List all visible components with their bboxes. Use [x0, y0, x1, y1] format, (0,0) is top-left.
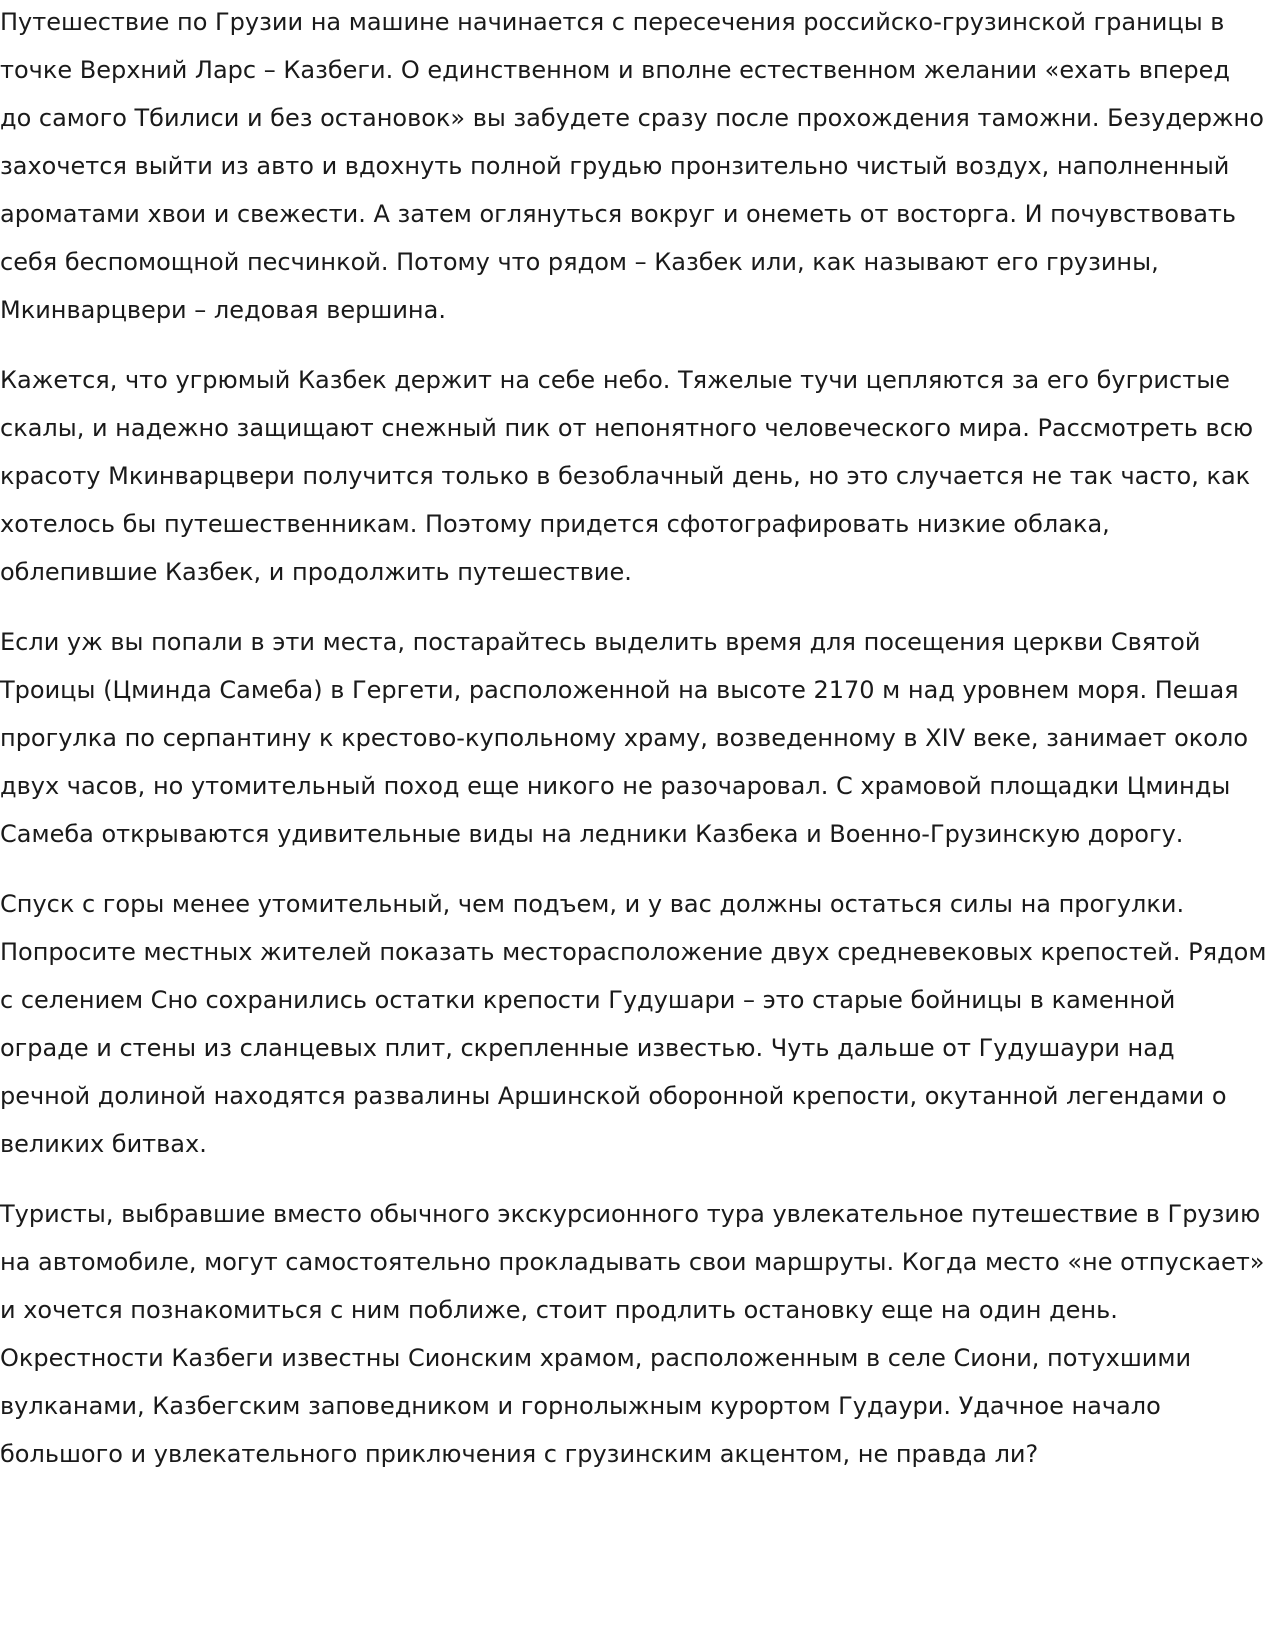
paragraph-kazbek-sky: Кажется, что угрюмый Казбек держит на себе небо. Тяжелые тучи цепляются за его бугристые скалы, и надежно защищают снежный пик от непонятного человеческого мира. Рассмотреть всю красоту Мкинварцвери получится только в безоблачный день, но это случается не так часто, как хотелось бы путешественникам. Поэтому придется сфотографировать низкие облака, облепившие Казбек, и продолжить путешествие.: [0, 366, 1254, 586]
paragraph-fortresses: Спуск с горы менее утомительный, чем подъем, и у вас должны остаться силы на прогулки. Попросите местных жителей показать месторасположение двух средневековых крепостей. Рядом с селением Сно сохранились остатки крепости Гудушари – это старые бойницы в каменной ограде и стены из сланцевых плит, скрепленные известью. Чуть дальше от Гудушаури над речной долиной находятся развалины Аршинской оборонной крепости, окутанной легендами о великих битвах.: [0, 890, 1267, 1158]
paragraph-car-travel: Туристы, выбравшие вместо обычного экскурсионного тура увлекательное путешествие в Грузию на автомобиле, могут самостоятельно прокладывать свои маршруты. Когда место «не отпускает» и хочется познакомиться с ним поближе, стоит продлить остановку еще на один день. Окрестности Казбеги известны Сионским храмом, расположенным в селе Сиони, потухшими вулканами, Казбегским заповедником и горнолыжным курортом Гудаури. Удачное начало большого и увлекательного приключения с грузинским акцентом, не правда ли?: [0, 1200, 1265, 1468]
paragraph-tsminda-sameba: Если уж вы попали в эти места, постарайтесь выделить время для посещения церкви Святой Троицы (Цминда Самеба) в Гергети, расположенной на высоте 2170 м над уровнем моря. Пешая прогулка по серпантину к крестово-купольному храму, возведенному в XIV веке, занимает около двух часов, но утомительный поход еще никого не разочаровал. С храмовой площадки Цминды Самеба открываются удивительные виды на ледники Казбека и Военно-Грузинскую дорогу.: [0, 628, 1248, 848]
paragraph-border-crossing: Путешествие по Грузии на машине начинается с пересечения российско-грузинской границы в точке Верхний Ларс – Казбеги. О единственном и вполне естественном желании «ехать вперед до самого Тбилиси и без остановок» вы забудете сразу после прохождения таможни. Безудержно захочется выйти из авто и вдохнуть полной грудью пронзительно чистый воздух, наполненный ароматами хвои и свежести. А затем оглянуться вокруг и онеметь от восторга. И почувствовать себя беспомощной песчинкой. Потому что рядом – Казбек или, как называют его грузины, Мкинварцвери – ледовая вершина.: [0, 8, 1264, 324]
